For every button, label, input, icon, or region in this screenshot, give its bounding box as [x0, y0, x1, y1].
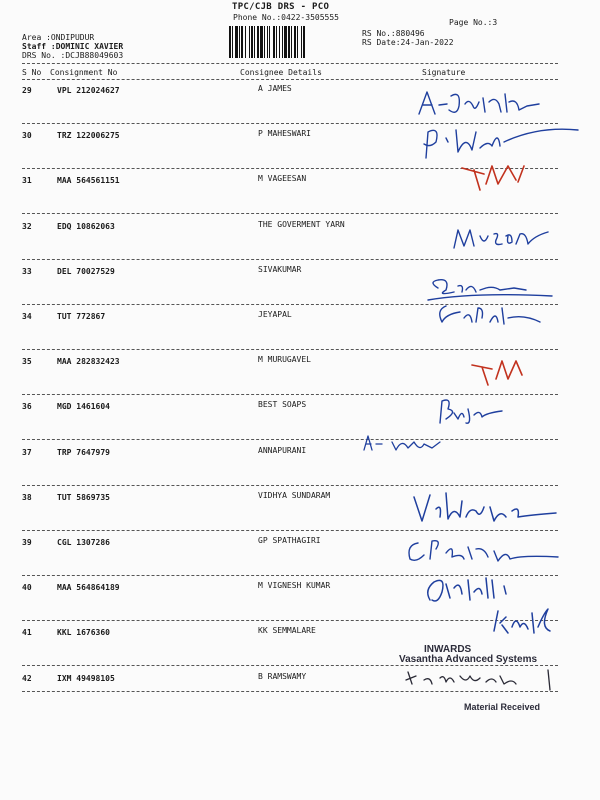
row-serial-number: 42 [22, 673, 32, 683]
row-consignee-name: M MURUGAVEL [258, 355, 311, 365]
row-serial-number: 35 [22, 357, 32, 367]
row-consignment-number: MAA 282832423 [57, 357, 120, 367]
signature-sivakumar [424, 278, 554, 328]
signature-m-murugavel [468, 357, 528, 387]
column-header-sno: S No [22, 68, 42, 77]
row-serial-number: 32 [22, 221, 32, 231]
signature-p-maheswari [418, 122, 588, 162]
row-serial-number: 38 [22, 492, 32, 502]
footer-rule [22, 691, 558, 692]
row-consignment-number: CGL 1307286 [57, 538, 110, 547]
row-serial-number: 30 [22, 131, 32, 141]
row-consignee-name: THE GOVERMENT YARN [258, 219, 345, 229]
row-separator [22, 620, 558, 621]
stamp-material-received: Material Received [464, 702, 541, 712]
row-consignee-name: A JAMES [258, 84, 292, 93]
row-consignment-number: TRP 7647979 [57, 447, 110, 457]
rs-date: RS Date:24-Jan-2022 [362, 38, 454, 47]
signature-government-yarn [450, 222, 560, 252]
signature-annapurani [362, 432, 442, 456]
row-serial-number: 37 [22, 447, 32, 457]
row-consignee-name: ANNAPURANI [258, 445, 307, 455]
row-consignment-number: TRZ 122006275 [57, 131, 120, 141]
row-serial-number: 29 [22, 86, 32, 95]
row-separator [22, 439, 558, 440]
row-consignment-number: IXM 49498105 [57, 673, 115, 683]
signature-b-ramswamy [400, 664, 560, 694]
row-separator [22, 213, 558, 214]
signature-kk-semmalare [488, 603, 558, 639]
signature-a-james [415, 88, 545, 118]
header-rule-bottom [22, 79, 558, 80]
row-consignment-number: KKL 1676360 [57, 628, 110, 638]
row-serial-number: 33 [22, 266, 32, 276]
row-consignment-number: MAA 564864189 [57, 583, 120, 593]
signature-vidhya-sundaram [410, 487, 560, 525]
row-consignment-number: MAA 564561151 [57, 176, 120, 186]
page-number: Page No.:3 [449, 18, 498, 27]
row-consignment-number: DEL 70027529 [57, 266, 115, 276]
barcode-image [228, 26, 352, 58]
row-consignee-name: VIDHYA SUNDARAM [258, 490, 331, 500]
row-serial-number: 34 [22, 312, 32, 321]
staff-label: Staff :DOMINIC XAVIER [22, 42, 124, 51]
signature-best-soaps [432, 395, 512, 427]
stamp-inwards: INWARDS [424, 644, 472, 655]
row-serial-number: 39 [22, 538, 32, 547]
row-consignment-number: EDQ 10862063 [57, 221, 115, 231]
drs-title: TPC/CJB DRS - PCO [232, 2, 330, 12]
phone-number: Phone No.:0422-3505555 [233, 13, 339, 22]
row-separator [22, 349, 558, 350]
stamp-company: Vasantha Advanced Systems [399, 654, 538, 665]
column-header-signature: Signature [422, 68, 466, 77]
row-consignee-name: P MAHESWARI [258, 129, 311, 139]
row-separator [22, 485, 558, 486]
row-consignee-name: M VIGNESH KUMAR [258, 581, 331, 591]
row-consignee-name: BEST SOAPS [258, 400, 307, 410]
signature-m-vageesan [458, 160, 528, 194]
row-separator [22, 530, 558, 531]
signature-gp-spathagiri [402, 535, 562, 565]
row-consignment-number: TUT 5869735 [57, 492, 110, 502]
row-serial-number: 41 [22, 628, 32, 638]
row-serial-number: 31 [22, 176, 32, 186]
row-serial-number: 40 [22, 583, 32, 593]
column-header-consignee: Consignee Details [240, 68, 322, 77]
row-consignment-number: MGD 1461604 [57, 402, 110, 412]
row-separator [22, 259, 558, 260]
rs-number: RS No.:880496 [362, 29, 425, 38]
row-consignee-name: SIVAKUMAR [258, 264, 302, 274]
row-consignment-number: VPL 212024627 [57, 86, 120, 95]
column-header-consignment: Consignment No [50, 68, 118, 77]
row-consignee-name: B RAMSWAMY [258, 671, 307, 681]
row-consignee-name: KK SEMMALARE [258, 626, 316, 636]
drs-number: DRS No. :DCJB88049603 [22, 51, 124, 60]
row-serial-number: 36 [22, 402, 32, 412]
area-label: Area :ONDIPUDUR [22, 33, 95, 42]
row-consignee-name: GP SPATHAGIRI [258, 536, 321, 545]
header-rule-top [22, 63, 558, 64]
row-consignment-number: TUT 772867 [57, 312, 106, 321]
row-consignee-name: JEYAPAL [258, 310, 292, 319]
row-consignee-name: M VAGEESAN [258, 174, 307, 184]
